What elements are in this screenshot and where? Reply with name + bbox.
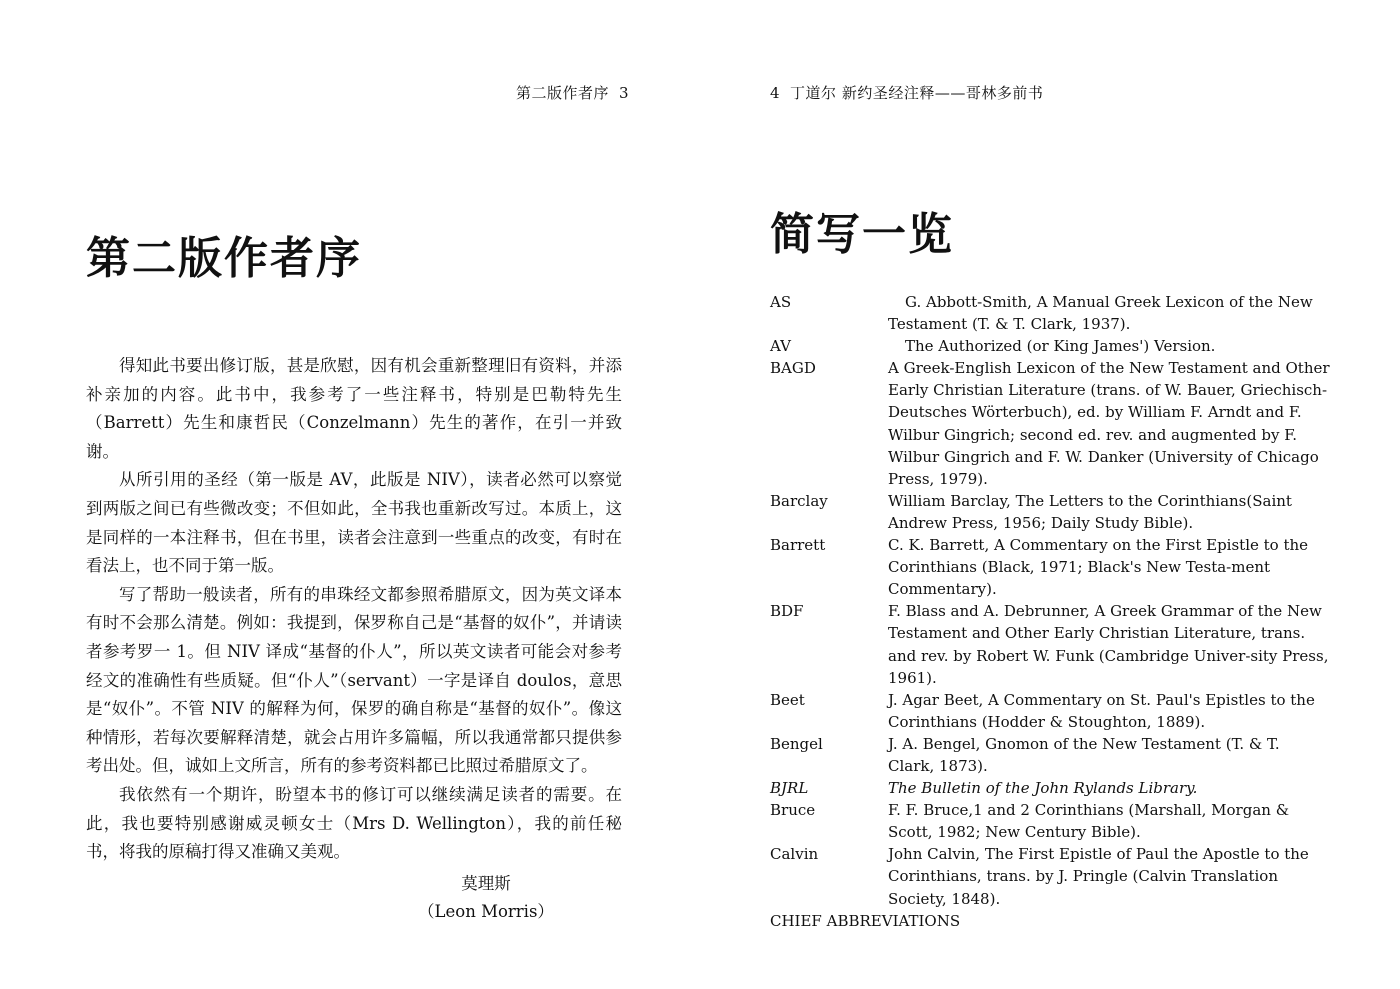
signature-name: 莫理斯 <box>461 874 511 893</box>
abbreviation-key: BAGD <box>770 359 816 378</box>
signature <box>416 870 556 926</box>
abbreviation-entry <box>770 733 1330 777</box>
abbreviation-description: G. Abbott-Smith, A Manual Greek Lexicon of the New Testament (T. & T. Clark, 1937). <box>888 293 1313 334</box>
abbreviation-key: Beet <box>770 690 805 709</box>
abbreviation-entry <box>770 689 1330 733</box>
footer-label: CHIEF ABBREVIATIONS <box>770 911 961 930</box>
abbreviation-description: C. K. Barrett, A Commentary on the First Epistle to the Corinthians (Black, 1971; Black's New Testa-ment Commentary). <box>888 536 1309 599</box>
abbreviation-entry <box>770 534 1330 600</box>
abbreviation-entry <box>770 291 1330 335</box>
abbreviation-description: A Greek-English Lexicon of the New Testament and Other Early Christian Literature (trans. of W. Bauer, Griechisch-Deutsches Wörterbuch), ed. by William F. Arndt and F. Wilbur Gingrich; second ed. rev. and augmented by F. Wilbur Gingrich and F. W. Danker (University of Chicago Press, 1979). <box>888 359 1330 488</box>
abbreviation-entry <box>770 777 1330 799</box>
abbreviation-key: Barrett <box>770 536 826 555</box>
abbreviation-key: AS <box>770 293 792 311</box>
paragraph: 得知此书要出修订版，甚是欣慰，因有机会重新整理旧有资料，并添补亲加的内容。此书中，我参考了一些注释书，特别是巴勒特先生（Barrett）先生和康哲民（Conzelmann）先生的著作，在引一并致谢。 <box>86 356 622 461</box>
abbreviation-list <box>770 291 1330 932</box>
running-head-title: 丁道尔 新约圣经注释——哥林多前书 <box>790 84 1044 102</box>
page-title: 简写一览 <box>770 209 954 260</box>
signature-latin-name: （Leon Morris） <box>418 902 554 921</box>
abbreviation-entry <box>770 490 1330 534</box>
paragraph: 从所引用的圣经（第一版是 AV，此版是 NIV），读者必然可以察觉到两版之间已有些微改变；不但如此，全书我也重新改写过。本质上，这是同样的一本注释书，但在书里，读者会注意到一些重点的改变，有时在看法上，也不同于第一版。 <box>86 470 622 576</box>
abbreviation-key: Bengel <box>770 734 823 753</box>
abbreviation-description: William Barclay, The Letters to the Corinthians(Saint Andrew Press, 1956; Daily Study Bible). <box>888 491 1292 532</box>
running-head <box>770 82 1043 103</box>
page-number: 4 <box>770 84 781 102</box>
page-number: 3 <box>619 84 630 102</box>
page-title: 第二版作者序 <box>86 233 362 284</box>
abbreviation-description: The Bulletin of the John Rylands Library. <box>888 779 1198 798</box>
abbreviation-description: J. Agar Beet, A Commentary on St. Paul's Epistles to the Corinthians (Hodder & Stoughton, 1889). <box>888 690 1315 731</box>
right-page <box>700 0 1400 989</box>
abbreviation-entry <box>770 600 1330 688</box>
abbreviation-entry <box>770 335 1330 357</box>
abbreviation-description: The Authorized (or King James') Version. <box>905 337 1216 356</box>
running-head <box>516 82 639 103</box>
abbreviation-key: AV <box>770 337 791 356</box>
abbreviation-description: J. A. Bengel, Gnomon of the New Testament (T. & T. Clark, 1873). <box>888 734 1280 775</box>
abbreviation-key: Barclay <box>770 491 828 510</box>
abbreviation-key: Calvin <box>770 845 819 864</box>
abbreviation-key: BDF <box>770 602 804 621</box>
paragraph: 我依然有一个期许，盼望本书的修订可以继续满足读者的需要。在此，我也要特别感谢威灵顿女士（Mrs D. Wellington），我的前任秘书，将我的原稿打得又准确又美观。 <box>86 784 622 862</box>
abbreviation-key: BJRL <box>770 779 809 798</box>
abbreviation-entry <box>770 843 1330 909</box>
abbreviation-entry <box>770 799 1330 843</box>
abbreviation-key: Bruce <box>770 801 816 820</box>
abbreviation-description: John Calvin, The First Epistle of Paul the Apostle to the Corinthians, trans. by J. Pringle (Calvin Translation Society, 1848). <box>888 845 1309 908</box>
running-head-title: 第二版作者序 <box>516 84 610 102</box>
abbreviation-description: F. Blass and A. Debrunner, A Greek Grammar of the New Testament and Other Early Christian Literature, trans. and rev. by Robert W. Funk (Cambridge Univer-sity Press, 1961). <box>888 602 1329 687</box>
abbreviation-description: F. F. Bruce,1 and 2 Corinthians (Marshall, Morgan & Scott, 1982; New Century Bible). <box>888 801 1290 842</box>
preface-body <box>86 352 622 867</box>
abbreviation-entry <box>770 357 1330 490</box>
paragraph: 写了帮助一般读者，所有的串珠经文都参照希腊原文，因为英文译本有时不会那么清楚。例如：我提到，保罗称自己是“基督的奴仆”，并请读者参考罗一 1。但 NIV 译成“基督的仆人”，所以英文读者可能会对参考经文的准确性有些质疑。但“仆人”（servant）一字是译自 doulos，意思是“奴仆”。不管 NIV 的解释为何，保罗的确自称是“基督的奴仆”。像这种情形，若每次要解释清楚，就会占用许多篇幅，所以我通常都只提供参考出处。但，诚如上文所言，所有的参考资料都已比照过希腊原文了。 <box>86 584 622 776</box>
